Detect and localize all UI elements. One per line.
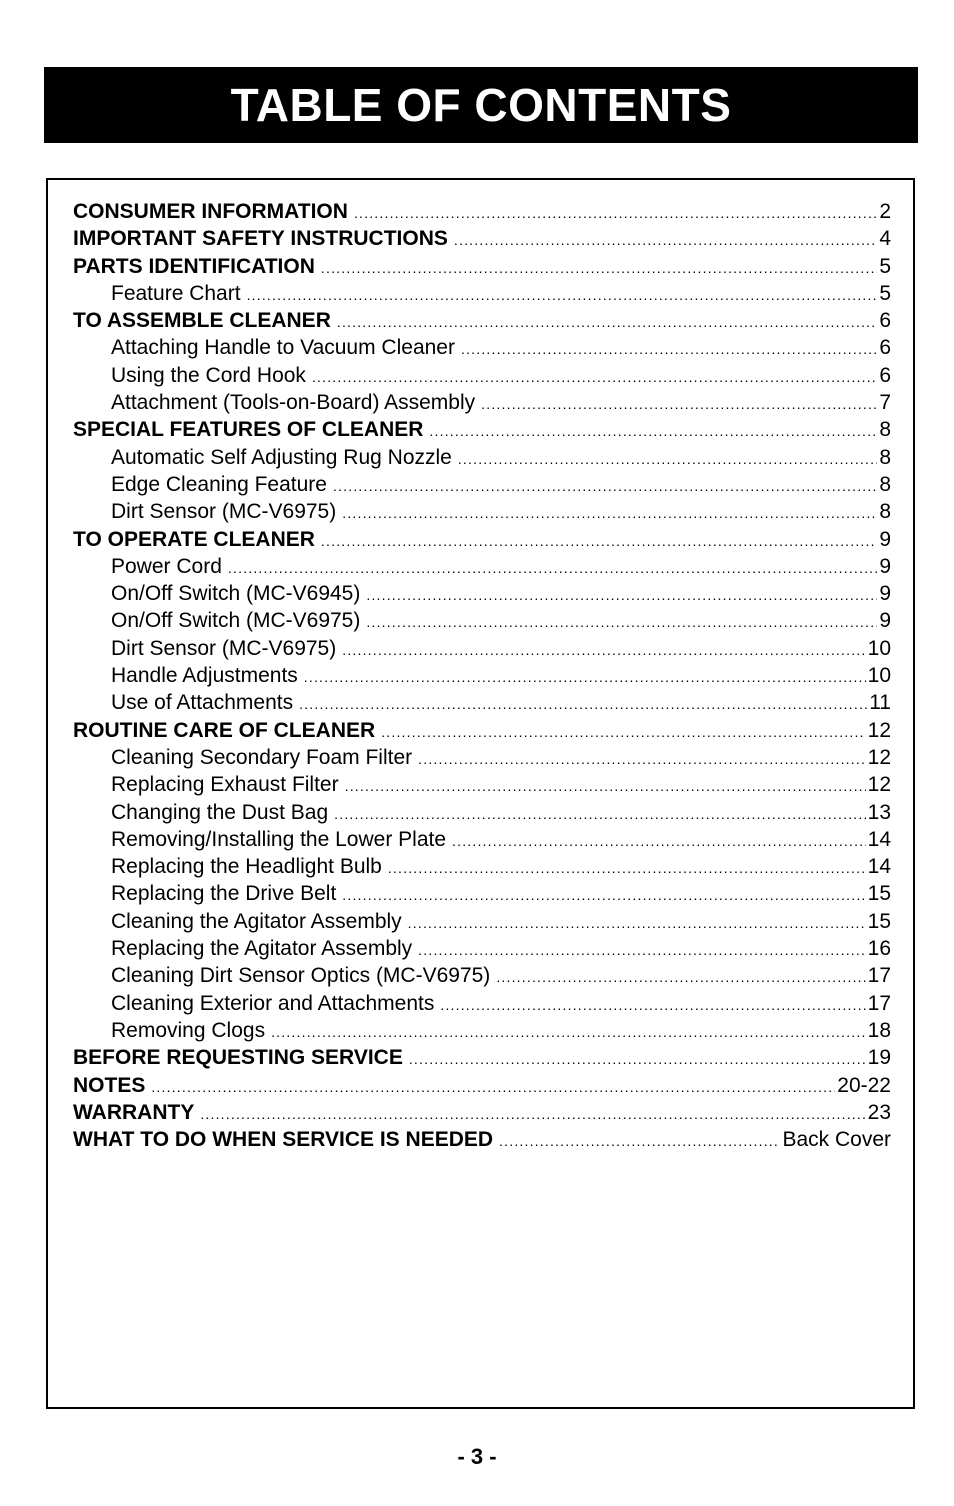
dot-leader [304,664,866,691]
toc-subsection-entry [73,962,891,989]
toc-entry-label: CONSUMER INFORMATION [73,200,348,223]
toc-subsection-entry [73,990,891,1017]
toc-entry-label: BEFORE REQUESTING SERVICE [73,1046,403,1070]
toc-section-entry [73,253,891,280]
toc-entry-label: Replacing the Agitator Assembly [111,937,413,961]
toc-entry-label: NOTES [73,1073,146,1097]
dot-leader [461,336,877,363]
toc-entry-label: Attachment (Tools-on-Board) Assembly [111,391,476,415]
toc-entry-label: Replacing Exhaust Filter [111,773,339,797]
dot-leader [366,582,877,609]
dot-leader [247,282,878,309]
toc-section-entry [73,1099,891,1126]
toc-subsection-entry [73,471,891,498]
toc-entry-page: 23 [867,1100,891,1124]
toc-entry-label: Using the Cord Hook [111,363,306,387]
toc-entry-label: Dirt Sensor (MC-V6975) [111,500,337,524]
toc-entry-page: 12 [867,773,891,797]
dot-leader [151,1074,835,1101]
toc-entry-label: SPECIAL FEATURES OF CLEANER [73,418,424,442]
toc-section-entry [73,1072,891,1099]
dot-leader [321,528,877,555]
toc-subsection-entry [73,689,891,716]
toc-subsection-entry [73,635,891,662]
toc-entry-page: 7 [879,391,891,415]
toc-section-entry [73,526,891,553]
toc-subsection-entry [73,880,891,907]
toc-entry-page: 10 [867,636,891,660]
dot-leader [342,882,865,909]
toc-entry-page: 20-22 [837,1073,891,1097]
toc-entry-label: Removing Clogs [111,1018,266,1042]
dot-leader [345,773,866,800]
toc-entry-page: 8 [879,445,891,469]
dot-leader [496,964,865,991]
dot-leader [337,309,877,336]
toc-entry-label: PARTS IDENTIFICATION [73,254,315,278]
dot-leader [342,500,877,527]
toc-entry-page: 5 [879,281,891,305]
toc-entry-page: 2 [879,200,891,223]
toc-subsection-entry [73,389,891,416]
toc-entry-page: 14 [867,855,891,879]
toc-entry-page: 12 [867,718,891,742]
dot-leader [366,609,877,636]
dot-leader [409,1046,866,1073]
dot-leader [418,746,866,773]
toc-entry-page: 11 [869,691,891,715]
toc-entry-page: 9 [879,582,891,606]
toc-entry-label: On/Off Switch (MC-V6945) [111,582,361,606]
toc-section-entry [73,1044,891,1071]
dot-leader [354,200,877,227]
toc-entry-label: Power Cord [111,554,222,578]
toc-subsection-entry [73,744,891,771]
toc-entry-page: 16 [867,937,891,961]
toc-entry-page: 15 [867,909,891,933]
dot-leader [499,1128,780,1155]
toc-subsection-entry [73,580,891,607]
dot-leader [388,855,866,882]
toc-entry-label: TO ASSEMBLE CLEANER [73,309,331,333]
toc-entry-page: 12 [867,745,891,769]
toc-entry-page: 19 [867,1046,891,1070]
toc-entry-page: 9 [879,527,891,551]
toc-entry-label: Use of Attachments [111,691,294,715]
dot-leader [333,473,877,500]
toc-entry-label: Handle Adjustments [111,664,298,688]
toc-entry-label: Removing/Installing the Lower Plate [111,827,447,851]
dot-leader [429,418,877,445]
toc-subsection-entry [73,280,891,307]
toc-entry-page: 17 [867,964,891,988]
table-of-contents [73,198,891,1153]
toc-entry-page: 9 [879,609,891,633]
toc-entry-label: Attaching Handle to Vacuum Cleaner [111,336,455,360]
toc-section-entry [73,225,891,252]
toc-section-entry [73,307,891,334]
toc-entry-label: Feature Chart [111,281,241,305]
toc-entry-label: Edge Cleaning Feature [111,472,327,496]
toc-entry-page: 13 [867,800,891,824]
toc-subsection-entry [73,853,891,880]
dot-leader [334,801,865,828]
toc-entry-page: 6 [879,363,891,387]
toc-entry-label: Cleaning Secondary Foam Filter [111,745,413,769]
dot-leader [481,391,877,418]
dot-leader [200,1101,865,1128]
dot-leader [299,691,867,718]
toc-subsection-entry [73,662,891,689]
toc-entry-label: Dirt Sensor (MC-V6975) [111,636,337,660]
toc-entry-label: Replacing the Drive Belt [111,882,337,906]
dot-leader [342,637,865,664]
toc-entry-page: 18 [867,1018,891,1042]
toc-entry-page: 8 [879,418,891,442]
toc-entry-label: WHAT TO DO WHEN SERVICE IS NEEDED [73,1128,494,1152]
toc-entry-label: Cleaning Dirt Sensor Optics (MC-V6975) [111,964,491,988]
toc-section-entry [73,416,891,443]
toc-entry-page: 8 [879,472,891,496]
toc-entry-page: 17 [867,991,891,1015]
title-banner [44,67,918,143]
toc-entry-label: On/Off Switch (MC-V6975) [111,609,361,633]
dot-leader [408,910,866,937]
toc-entry-label: WARRANTY [73,1100,195,1124]
toc-entry-page: 8 [879,500,891,524]
toc-subsection-entry [73,935,891,962]
toc-entry-label: Changing the Dust Bag [111,800,329,824]
toc-entry-page: 6 [879,309,891,333]
toc-section-entry [73,717,891,744]
toc-section-entry [73,1126,891,1153]
toc-subsection-entry [73,607,891,634]
dot-leader [454,227,877,254]
toc-subsection-entry [73,1017,891,1044]
toc-entry-page: 4 [879,227,891,251]
dot-leader [452,828,866,855]
toc-entry-label: IMPORTANT SAFETY INSTRUCTIONS [73,227,448,251]
toc-entry-page: Back Cover [782,1128,891,1152]
page-title: TABLE OF CONTENTS [230,79,732,131]
toc-subsection-entry [73,362,891,389]
dot-leader [381,719,865,746]
toc-entry-label: Replacing the Headlight Bulb [111,855,382,879]
dot-leader [312,364,877,391]
toc-subsection-entry [73,553,891,580]
toc-subsection-entry [73,799,891,826]
toc-entry-label: Automatic Self Adjusting Rug Nozzle [111,445,452,469]
toc-subsection-entry [73,444,891,471]
toc-subsection-entry [73,908,891,935]
toc-section-entry [73,198,891,225]
dot-leader [271,1019,866,1046]
toc-subsection-entry [73,334,891,361]
dot-leader [228,555,877,582]
toc-subsection-entry [73,498,891,525]
dot-leader [458,446,877,473]
dot-leader [321,255,877,282]
toc-entry-label: TO OPERATE CLEANER [73,527,315,551]
toc-entry-page: 14 [867,827,891,851]
toc-entry-label: Cleaning Exterior and Attachments [111,991,435,1015]
toc-entry-page: 5 [879,254,891,278]
toc-entry-page: 10 [867,664,891,688]
dot-leader [418,937,865,964]
toc-entry-page: 6 [879,336,891,360]
toc-subsection-entry [73,826,891,853]
toc-entry-page: 9 [879,554,891,578]
toc-subsection-entry [73,771,891,798]
toc-entry-label: Cleaning the Agitator Assembly [111,909,402,933]
toc-entry-label: ROUTINE CARE OF CLEANER [73,718,376,742]
toc-entry-page: 15 [867,882,891,906]
dot-leader [440,992,865,1019]
page-number: - 3 - [457,1444,497,1469]
